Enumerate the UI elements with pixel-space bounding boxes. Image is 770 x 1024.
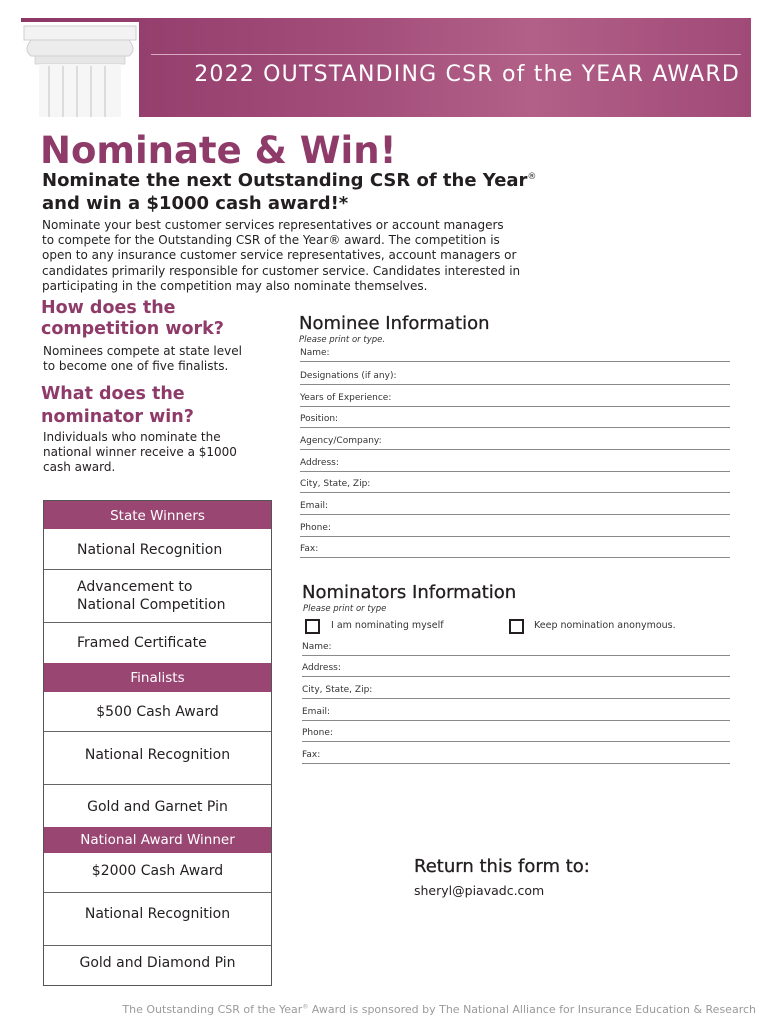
- nominee-experience-field[interactable]: Years of Experience:: [300, 393, 730, 407]
- nominee-hint: Please print or type.: [299, 335, 386, 345]
- how-text: to become one of five finalists.: [43, 359, 229, 373]
- awards-table: [43, 500, 272, 986]
- return-heading: Return this form to:: [414, 856, 590, 877]
- how-text: Nominees compete at state level: [43, 344, 242, 358]
- what-heading: What does the: [41, 384, 185, 404]
- nominator-section-title: Nominators Information: [302, 582, 517, 603]
- footer-text-start: The Outstanding CSR of the Year: [122, 1003, 303, 1016]
- intro-line: participating in the competition may also nominate themselves.: [42, 279, 428, 293]
- nominee-agency-field[interactable]: Agency/Company:: [300, 436, 730, 450]
- nominee-designations-field[interactable]: Designations (if any):: [300, 371, 730, 385]
- registered-mark: ®: [302, 1003, 309, 1011]
- how-heading: competition work?: [41, 319, 224, 339]
- keep-anonymous-label: Keep nomination anonymous.: [534, 620, 676, 631]
- national-winner-header: National Award Winner: [44, 827, 271, 853]
- what-text: Individuals who nominate the: [43, 430, 221, 444]
- banner-title: 2022 OUTSTANDING CSR of the YEAR AWARD: [194, 62, 740, 87]
- nominee-address-field[interactable]: Address:: [300, 458, 730, 472]
- award-item-line: Advancement to: [77, 579, 193, 595]
- header-banner: [21, 18, 751, 117]
- what-text: cash award.: [43, 460, 116, 474]
- footer-sponsor-text: [0, 1003, 756, 1016]
- nominee-name-field[interactable]: Name:: [300, 348, 730, 362]
- state-winners-header: State Winners: [44, 501, 271, 529]
- award-item: Framed Certificate: [77, 635, 207, 651]
- award-item: Gold and Garnet Pin: [87, 799, 228, 815]
- award-item: $500 Cash Award: [44, 692, 271, 732]
- award-item: National Recognition: [44, 893, 271, 946]
- nominator-fax-field[interactable]: Fax:: [302, 750, 730, 764]
- nominee-fax-field[interactable]: Fax:: [300, 544, 730, 558]
- registered-mark: ®: [527, 172, 537, 182]
- award-item: $2000 Cash Award: [44, 853, 271, 893]
- intro-line: Nominate your best customer services representatives or account managers: [42, 218, 504, 232]
- intro-line: candidates primarily responsible for customer service. Candidates interested in: [42, 264, 521, 278]
- nominee-position-field[interactable]: Position:: [300, 414, 730, 428]
- nominator-email-field[interactable]: Email:: [302, 707, 730, 721]
- award-item: National Recognition: [44, 732, 271, 785]
- nominee-phone-field[interactable]: Phone:: [300, 523, 730, 537]
- award-item: [44, 570, 271, 623]
- nominator-address-field[interactable]: Address:: [302, 663, 730, 677]
- award-item: Gold and Diamond Pin: [79, 955, 236, 971]
- nominator-hint: Please print or type: [303, 604, 387, 614]
- page-headline: Nominate & Win!: [40, 129, 397, 172]
- award-item: National Recognition: [44, 529, 271, 570]
- banner-rule: [151, 54, 741, 55]
- footer-text-end: Award is sponsored by The National Alliance for Insurance Education & Research: [308, 1003, 756, 1016]
- subheadline-text: Nominate the next Outstanding CSR of the Year: [42, 170, 528, 191]
- nominator-phone-field[interactable]: Phone:: [302, 728, 730, 742]
- subheadline-line-1: [42, 170, 536, 191]
- column-capital-image: [21, 22, 139, 117]
- nominating-myself-checkbox[interactable]: [305, 619, 320, 634]
- return-email-link[interactable]: sheryl@piavadc.com: [414, 883, 545, 898]
- nominee-section-title: Nominee Information: [299, 313, 490, 334]
- award-item-line: National Competition: [77, 597, 226, 613]
- how-heading: How does the: [41, 298, 176, 318]
- keep-anonymous-checkbox[interactable]: [509, 619, 524, 634]
- nominee-email-field[interactable]: Email:: [300, 501, 730, 515]
- what-text: national winner receive a $1000: [43, 445, 237, 459]
- nominating-myself-label: I am nominating myself: [331, 620, 444, 631]
- nominee-city-field[interactable]: City, State, Zip:: [300, 479, 730, 493]
- intro-line: to compete for the Outstanding CSR of the Year® award. The competition is: [42, 233, 500, 247]
- nominator-city-field[interactable]: City, State, Zip:: [302, 685, 730, 699]
- subheadline-line-2: and win a $1000 cash award!*: [42, 193, 349, 214]
- intro-line: open to any insurance customer service representatives, account managers or: [42, 248, 517, 262]
- finalists-header: Finalists: [44, 663, 271, 692]
- what-heading: nominator win?: [41, 407, 194, 427]
- nominator-name-field[interactable]: Name:: [302, 642, 730, 656]
